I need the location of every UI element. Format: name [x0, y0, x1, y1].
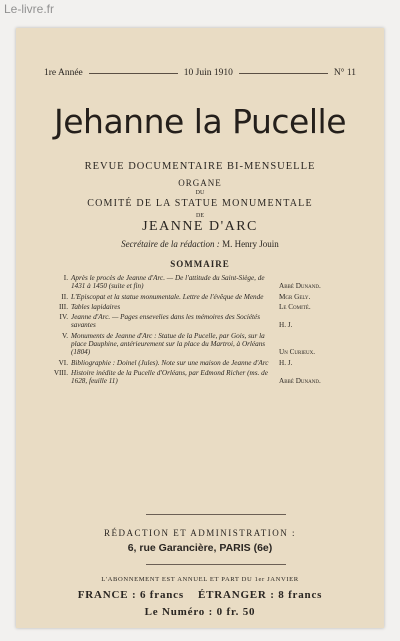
- toc-item-title: Après le procès de Jeanne d'Arc. — De l'attitude du Saint-Siège, de 1431 à 1450 (suite et fin): [71, 274, 265, 291]
- toc-item-author: H. J.: [279, 321, 293, 330]
- toc-item: [52, 369, 364, 386]
- comite-label: COMITÉ DE LA STATUE MONUMENTALE: [87, 198, 313, 209]
- secretaire-line: [16, 239, 384, 249]
- toc-item-number: II.: [61, 292, 68, 301]
- headline-rule-right: [239, 73, 328, 74]
- divider-rule: [146, 514, 286, 515]
- organe-label: ORGANE: [178, 178, 222, 188]
- du-label: DU: [195, 190, 205, 196]
- toc-item-title: L'Episcopat et la statue monumentale. Lettre de l'évêque de Mende: [71, 292, 264, 301]
- toc-item-number: VIII.: [53, 368, 68, 377]
- toc-item-author: Le Comité.: [279, 302, 311, 311]
- toc-item-title: Jeanne d'Arc. — Pages ensevelies dans les mémoires des Sociétés savantes: [71, 313, 261, 330]
- toc-item-author: H. J.: [279, 358, 293, 367]
- toc-item-title: Bibliographie : Doinel (Jules). Note sur une maison de Jeanne d'Arc: [71, 358, 269, 367]
- issue-number: N° 11: [333, 68, 356, 78]
- price-etranger: ÉTRANGER : 8 francs: [197, 589, 323, 601]
- de-label: DE: [196, 213, 204, 219]
- journal-cover: [16, 28, 384, 628]
- price-france: FRANCE : 6 francs: [77, 589, 184, 601]
- toc-item-title: Monuments de Jeanne d'Arc : Statue de la Pucelle, par Gois, sur la place Dauphine, antérieurement sur la place du Martroi, à Orléans (1804): [71, 331, 266, 357]
- toc-item-number: VI.: [58, 358, 68, 367]
- issue-headline: [44, 68, 356, 78]
- headline-rule-left: [89, 73, 178, 74]
- secretaire-name: M. Henry Jouin: [222, 239, 279, 249]
- toc-item-number: V.: [61, 331, 68, 340]
- toc-item-author: Abbé Dunand.: [279, 282, 321, 291]
- price-numero: Le Numéro : 0 fr. 50: [144, 606, 256, 618]
- journal-title: Jehanne la Pucelle: [54, 102, 346, 141]
- secretaire-label: Secrétaire de la rédaction :: [121, 239, 220, 249]
- redaction-label: RÉDACTION ET ADMINISTRATION :: [103, 528, 297, 538]
- divider-rule: [146, 564, 286, 565]
- issue-date: 10 Juin 1910: [183, 68, 233, 78]
- sommaire-heading: SOMMAIRE: [170, 259, 230, 269]
- abonnement-note: L'ABONNEMENT EST ANNUEL ET PART DU 1er JANVIER: [101, 576, 299, 583]
- table-of-contents: [52, 274, 364, 388]
- toc-item-number: IV.: [59, 313, 68, 322]
- jeanne-darc-label: JEANNE D'ARC: [142, 219, 258, 234]
- toc-item: [52, 332, 364, 357]
- toc-item-number: III.: [59, 302, 68, 311]
- toc-item: [52, 293, 364, 301]
- issue-year: 1re Année: [44, 68, 83, 78]
- toc-item-author: Un Curieux.: [279, 348, 316, 357]
- toc-item-author: Abbé Dunand.: [279, 377, 321, 386]
- toc-item-title: Histoire inédite de la Pucelle d'Orléans, par Edmond Richer (ms. de 1628, feuille 11): [71, 368, 268, 386]
- toc-item-number: I.: [63, 274, 68, 282]
- journal-subtitle: REVUE DOCUMENTAIRE BI-MENSUELLE: [84, 161, 316, 172]
- toc-item: [52, 313, 364, 330]
- toc-item-title: Tables lapidaires: [71, 302, 121, 311]
- watermark-text: Le-livre.fr: [4, 2, 55, 16]
- toc-item: [52, 274, 364, 291]
- address-text: 6, rue Garancière, PARIS (6e): [127, 542, 273, 554]
- price-line: [16, 589, 384, 601]
- toc-item: [52, 359, 364, 367]
- toc-item-author: Mgr Gely.: [279, 292, 311, 301]
- toc-item: [52, 303, 364, 311]
